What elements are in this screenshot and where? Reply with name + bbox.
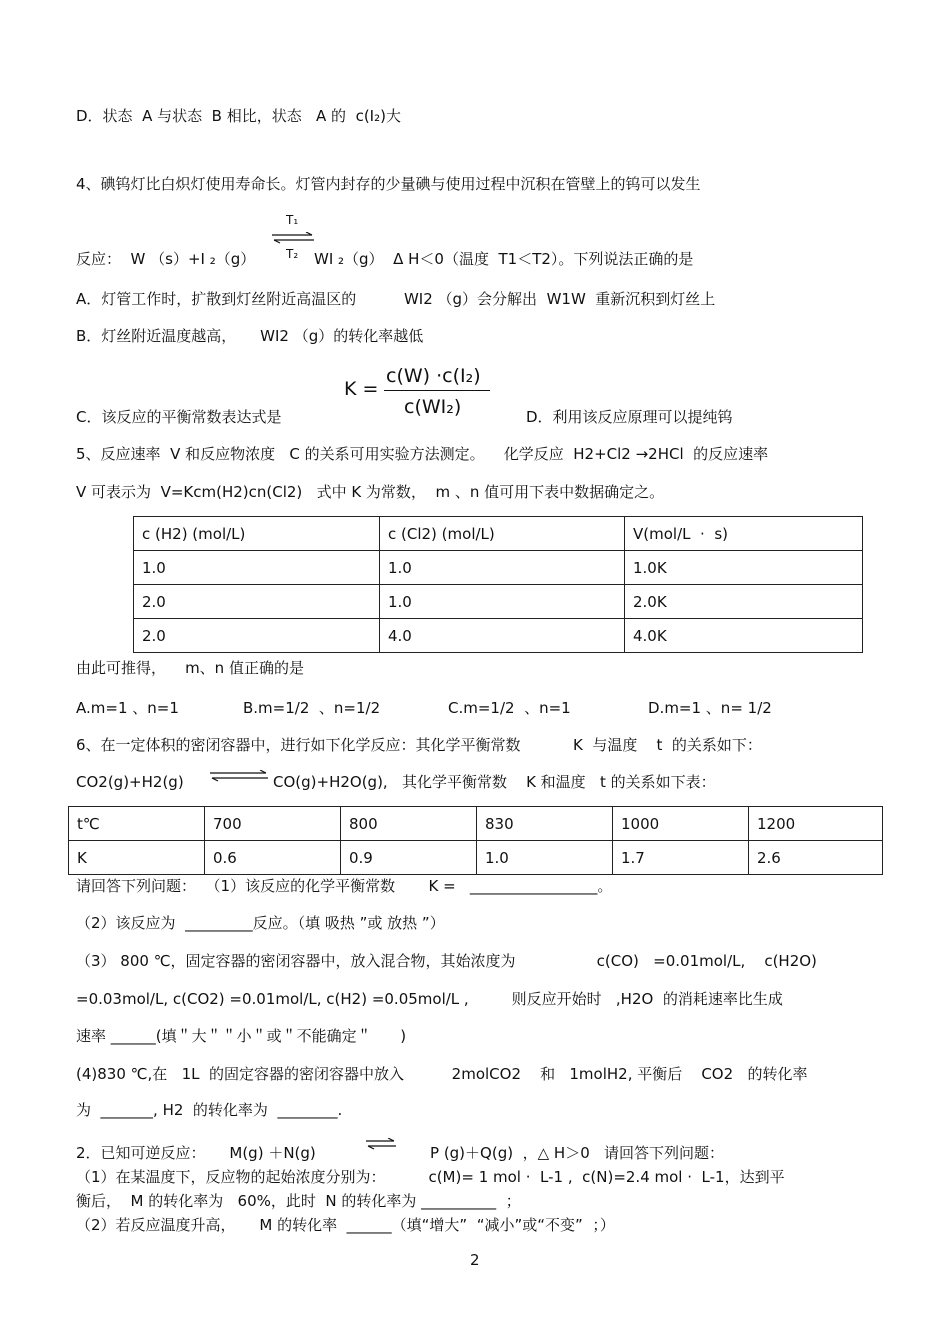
q2-intro-right: P (g)＋Q(g) ，△ H＞0 请回答下列问题： [430,1144,725,1162]
table-cell: 1.7 [613,841,749,875]
table-cell: 800 [341,807,477,841]
table-row [134,551,863,585]
table-cell: 2.0 [134,619,380,653]
q5-formula: V 可表示为 V=Kcm(H2)cn(Cl2) 式中 K 为常数， m 、n 值可用下表中数据确定之。 [76,483,665,501]
equilibrium-arrow-icon [208,770,270,782]
table-cell: 2.0K [625,585,863,619]
q5-option-c: C.m=1/2 、n=1 [448,699,571,717]
q5-option-d: D.m=1 、n= 1/2 [648,699,772,717]
q4-temp-t2: T₂ [286,247,299,261]
table-cell: 2.0 [134,585,380,619]
q4-option-b: B．灯丝附近温度越高， WI2 （g）的转化率越低 [76,327,424,345]
q5-infer: 由此可推得， m、n 值正确的是 [76,659,304,677]
q6-reaction-left: CO2(g)+H2(g) [76,773,184,791]
table-row [134,619,863,653]
q5-option-a: A.m=1 、n=1 [76,699,179,717]
table-header-row [134,517,863,551]
table-cell: 1.0 [380,551,625,585]
table-header-cell: c (Cl2) (mol/L) [380,517,625,551]
q6-part3-line1: （3） 800 ℃，固定容器的密闭容器中，放入混合物，其始浓度为 c(CO) =0.01mol/L, c(H2O) [76,952,817,970]
k-expression-numerator: c(W) ·c(I₂) [386,365,481,387]
table-cell: 2.6 [749,841,883,875]
equilibrium-arrow-icon [270,232,316,244]
table-cell: t℃ [69,807,205,841]
k-expression-label: K = [344,378,379,400]
q2-intro-left: 2．已知可逆反应： M(g) ＋N(g) [76,1144,316,1162]
q4-temp-t1: T₁ [286,213,299,227]
table-header-cell: V(mol/L · s) [625,517,863,551]
q4-reaction-left: 反应： W （s）+I ₂（g） [76,250,256,268]
q6-part3-line2: =0.03mol/L, c(CO2) =0.01mol/L, c(H2) =0.05mol/L , 则反应开始时 ,H2O 的消耗速率比生成 [76,990,783,1008]
fraction-bar [384,390,490,391]
table-cell: 4.0 [380,619,625,653]
equilibrium-arrow-icon [364,1138,398,1150]
table-cell: 0.6 [205,841,341,875]
q4-reaction-right: WI ₂（g） Δ H＜0（温度 T1＜T2）。下列说法正确的是 [314,250,694,268]
table-cell: 830 [477,807,613,841]
q2-part1-line2: 衡后， M 的转化率为 60%，此时 N 的转化率为 __________ ； [76,1192,521,1210]
table-cell: 1.0K [625,551,863,585]
table-cell: 0.9 [341,841,477,875]
q6-intro: 6、在一定体积的密闭容器中，进行如下化学反应：其化学平衡常数 K 与温度 t 的关系如下： [76,736,762,754]
q2-part2: （2）若反应温度升高， M 的转化率 ______（填“增大” “减小”或“不变” ；） [76,1216,615,1234]
table-cell: 700 [205,807,341,841]
table-cell: 1000 [613,807,749,841]
table-row [69,841,883,875]
table-row [69,807,883,841]
q6-part1: 请回答下列问题： （1）该反应的化学平衡常数 K = _________________。 [76,877,613,895]
q4-option-d: D．利用该反应原理可以提纯钨 [526,408,733,426]
rate-data-table [133,516,863,653]
q2-part1-line1: （1）在某温度下，反应物的起始浓度分别为： c(M)= 1 mol · L-1 , c(N)=2.4 mol · L-1，达到平 [76,1168,785,1186]
k-temperature-table [68,806,883,875]
table-cell: 1.0 [380,585,625,619]
table-header-cell: c (H2) (mol/L) [134,517,380,551]
table-row [134,585,863,619]
k-expression-denominator: c(WI₂) [404,396,462,418]
table-cell: 1.0 [477,841,613,875]
table-cell: 1.0 [134,551,380,585]
q6-part2: （2）该反应为 _________反应。（填 吸热 ”或 放热 ”） [76,914,445,932]
table-cell: 4.0K [625,619,863,653]
q4-intro: 4、碘钨灯比白炽灯使用寿命长。灯管内封存的少量碘与使用过程中沉积在管壁上的钨可以发生 [76,175,701,193]
q6-part4-line1: (4)830 ℃,在 1L 的固定容器的密闭容器中放入 2molCO2 和 1molH2, 平衡后 CO2 的转化率 [76,1065,808,1083]
q6-part4-line2: 为 _______, H2 的转化率为 ________. [76,1101,343,1119]
q5-intro: 5、反应速率 V 和反应物浓度 C 的关系可用实验方法测定。 化学反应 H2+Cl2 →2HCl 的反应速率 [76,445,769,463]
q4-option-c: C．该反应的平衡常数表达式是 [76,408,282,426]
q4-option-a: A．灯管工作时，扩散到灯丝附近高温区的 WI2 （g）会分解出 W1W 重新沉积到灯丝上 [76,290,716,308]
option-d-previous: D．状态 A 与状态 B 相比，状态 A 的 c(I₂)大 [76,107,401,125]
table-cell: K [69,841,205,875]
table-cell: 1200 [749,807,883,841]
q6-part3-line3: 速率 ______(填＂大＂＂小＂或＂不能确定＂ ) [76,1027,407,1045]
q6-reaction-right: CO(g)+H2O(g), 其化学平衡常数 K 和温度 t 的关系如下表： [273,773,716,791]
q5-option-b: B.m=1/2 、n=1/2 [243,699,381,717]
page-number: 2 [470,1251,480,1269]
